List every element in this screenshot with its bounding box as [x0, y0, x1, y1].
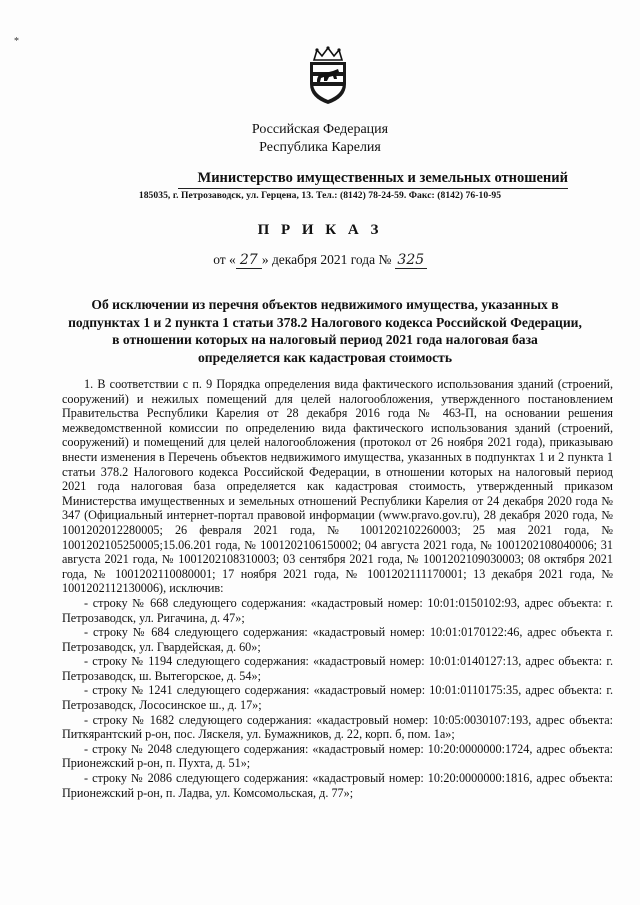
exclusion-item: - строку № 684 следующего содержания: «кадастровый номер: 10:01:0170122:46, адрес объекта г. Петрозаводск, ул. Гвардейская, д. 60»;	[62, 625, 613, 654]
country-name: Российская Федерация	[251, 122, 389, 137]
ministry-name: Министерство имущественных и земельных отношений	[197, 170, 568, 186]
order-body	[62, 377, 613, 800]
document-type: П Р И К А З	[257, 222, 383, 238]
ministry-address: 185035, г. Петрозаводск, ул. Герцена, 13. Тел.: (8142) 78-24-59. Факс: (8142) 76-10-95	[138, 190, 502, 201]
exclusion-item: - строку № 2086 следующего содержания: «кадастровый номер: 10:20:0000000:1816, адрес объекта: Прионежский р-он, п. Ладва, ул. Комсомольская, д. 77»;	[62, 771, 613, 800]
date-prefix: от «	[213, 252, 236, 267]
title-line: определяется как кадастровая стоимость	[197, 349, 453, 365]
corner-mark: *	[14, 36, 19, 47]
karelia-coat-of-arms-icon	[305, 46, 351, 106]
main-paragraph: 1. В соответствии с п. 9 Порядка определения вида фактического использования зданий (строений, сооружений) и нежилых помещений для целей налогообложения, утвержденного постановлением Правительства Республики Карелия от 28 декабря 2016 года № 463-П, на основании решения межведомственной комиссии по определению вида фактического использования зданий (строений, сооружений) и помещений для целей налогообложения (протокол от 26 ноября 2021 года), приказываю внести изменения в Перечень объектов недвижимого имущества, указанных в подпунктах 1 и 2 пункта 1 статьи 378.2 Налогового кодекса Российской Федерации, в отношении которых на налоговый период 2021 года налоговая база определяется как кадастровая стоимость, утвержденный приказом Министерства имущественных и земельных отношений Республики Карелия от 24 декабря 2020 года № 347 (Официальный интернет-портал правовой информации (www.pravo.gov.ru), 28 декабря 2020 года, № 1001202012280005; 26 февраля 2021 года, № 1001202102260003; 25 мая 2021 года, № 1001202105250005;15.06.201 года, № 1001202106150002; 04 августа 2021 года, № 1001202108040006; 31 августа 2021 года, № 1001202108310003; 03 сентября 2021 года, № 1001202109030003; 08 октября 2021 года, № 1001202110080001; 17 ноября 2021 года, № 1001202111170001; 13 декабря 2021 года, № 1001202112130006), исключив:	[62, 377, 613, 596]
header-divider	[178, 188, 568, 189]
exclusion-item: - строку № 2048 следующего содержания: «кадастровый номер: 10:20:0000000:1724, адрес объекта: Прионежский р-он, п. Пухта, д. 51»;	[62, 741, 613, 771]
date-day-handwritten: 27	[236, 252, 262, 269]
title-line: подпунктах 1 и 2 пункта 1 статьи 378.2 Налогового кодекса Российской Федерации,	[68, 314, 582, 330]
date-suffix: » декабря 2021 года №	[261, 252, 392, 267]
order-number-handwritten: 325	[395, 252, 427, 269]
republic-name: Республика Карелия	[259, 140, 381, 155]
order-title	[60, 296, 590, 366]
order-date-line	[0, 252, 640, 269]
exclusion-item: - строку № 1682 следующего содержания: «кадастровый номер: 10:05:0030107:193, адрес объекта: Питкярантский р-он, пос. Ляскеля, ул. Бумажников, д. 22, корп. б, пом. 1а»;	[62, 712, 613, 742]
exclusion-item: - строку № 1241 следующего содержания: «кадастровый номер: 10:01:0110175:35, адрес объекта: г. Петрозаводск, Лососинское ш., д. 17»;	[62, 683, 613, 713]
title-line: Об исключении из перечня объектов недвижимого имущества, указанных в	[91, 297, 559, 312]
exclusion-item: - строку № 668 следующего содержания: «кадастровый номер: 10:01:0150102:93, адрес объекта: г. Петрозаводск, ул. Ригачина, д. 47»;	[62, 595, 613, 625]
title-line: в отношении которых на налоговый период 2021 года налоговая база	[112, 332, 538, 348]
exclusion-item: - строку № 1194 следующего содержания: «кадастровый номер: 10:01:0140127:13, адрес объекта: г. Петрозаводск, ш. Вытегорское, д. 54»;	[62, 654, 613, 683]
